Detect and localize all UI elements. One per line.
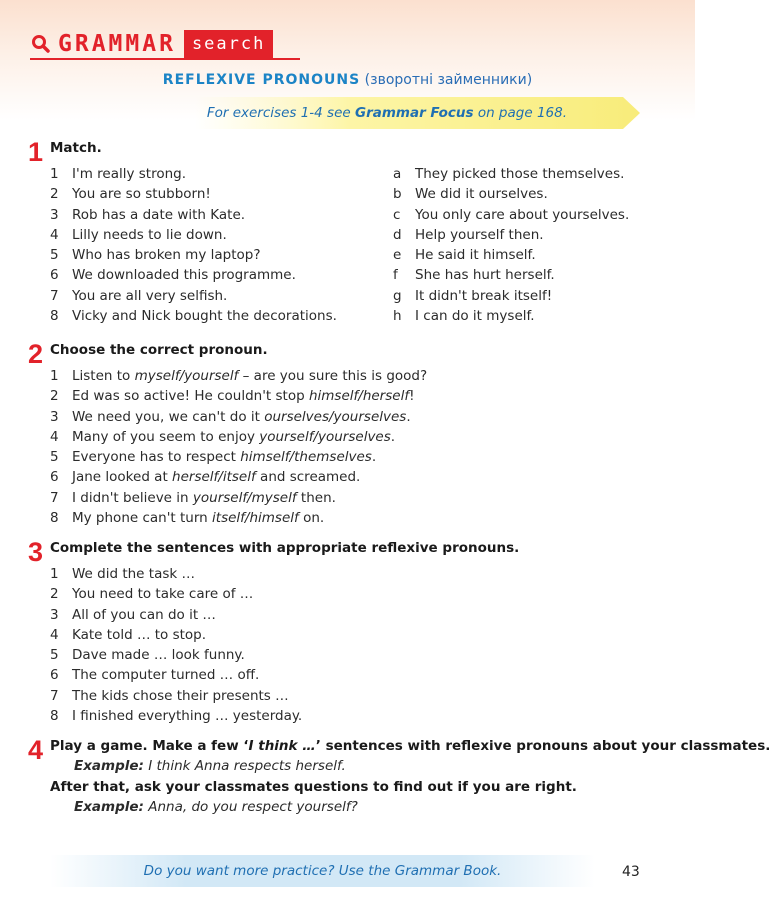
exercise-instruction-2: After that, ask your classmates questions to find out if you are right. [50,779,577,795]
item-text: I can do it myself. [415,308,535,325]
item-number: g [393,287,402,304]
list-item [393,245,629,265]
banner-bold: Grammar Focus [354,105,474,121]
list-item [50,225,337,245]
brand-underline [30,58,300,60]
list-item [393,306,629,326]
search-icon [30,32,54,56]
page-title [0,72,695,88]
list-item [50,366,427,386]
brand-grammar: GRAMMAR [58,31,176,57]
exercise-number: 3 [28,537,44,567]
item-text: You need to take care of … [72,586,254,603]
item-text: I finished everything … yesterday. [72,708,303,725]
item-number: 7 [50,687,59,704]
item-text: She has hurt herself. [415,267,555,284]
list-item [50,686,302,706]
item-number: 6 [50,469,59,486]
match-list-left [50,164,337,326]
list-item [393,225,629,245]
item-number: 4 [50,226,59,243]
list-item [50,184,337,204]
item-number: 4 [50,428,59,445]
item-text: Help yourself then. [415,226,544,243]
item-number: 6 [50,267,59,284]
list-item [50,427,427,447]
list-item [50,584,302,604]
item-number: 3 [50,408,59,425]
item-text: He said it himself. [415,247,536,264]
item-number: d [393,226,402,243]
exercise-title: Complete the sentences with appropriate reflexive pronouns. [50,540,520,556]
item-text: Everyone has to respect himself/themselves. [72,449,377,466]
item-number: c [393,206,401,223]
item-text: You are so stubborn! [72,186,211,203]
example-1: Example: I think Anna respects herself. [74,758,346,774]
list-item [50,625,302,645]
item-text: Kate told … to stop. [72,626,207,643]
item-number: 2 [50,586,59,603]
list-item [50,306,337,326]
item-text: My phone can't turn itself/himself on. [72,510,325,527]
exercise-number: 4 [28,735,44,765]
match-list-right [393,164,629,326]
item-text: They picked those themselves. [415,166,625,182]
list-item [50,447,427,467]
item-number: 3 [50,206,59,223]
list-item [50,386,427,406]
item-text: Rob has a date with Kate. [72,206,246,223]
item-text: Dave made … look funny. [72,647,245,664]
item-text: The computer turned … off. [72,667,260,684]
item-number: 1 [50,368,59,384]
item-number: a [393,166,402,182]
item-text: Lilly needs to lie down. [72,226,227,243]
list-item [50,286,337,306]
list-item [393,265,629,285]
page-number: 43 [622,864,640,880]
item-text: Many of you seem to enjoy yourself/yourselves. [72,428,396,445]
banner-text: For exercises 1-4 see Grammar Focus on page 168. [206,105,567,121]
exercise-title: Play a game. Make a few ‘I think …’ sentences with reflexive pronouns about your classmates. [50,738,770,754]
item-text: Vicky and Nick bought the decorations. [72,308,337,325]
item-number: 8 [50,308,59,325]
list-item [50,164,337,184]
item-text: It didn't break itself! [415,287,553,304]
item-number: 5 [50,247,59,264]
sentence-list [50,564,302,726]
item-number: 2 [50,388,59,405]
item-number: 3 [50,606,59,623]
list-item [50,265,337,285]
list-item [393,286,629,306]
item-text: I didn't believe in yourself/myself then. [72,489,336,506]
list-item [393,205,629,225]
grammar-search-logo [30,30,273,58]
item-number: 5 [50,647,59,664]
item-number: 1 [50,166,59,182]
item-number: 2 [50,186,59,203]
footer-text: Do you want more practice? Use the Grammar Book. [143,863,502,879]
item-text: We did it ourselves. [415,186,548,203]
item-text: Jane looked at herself/itself and screamed. [72,469,361,486]
exercise-title: Match. [50,140,102,156]
exercise-number: 2 [28,339,44,369]
item-text: The kids chose their presents … [72,687,289,704]
item-number: 7 [50,489,59,506]
item-number: e [393,247,402,264]
brand-search: search [184,30,273,58]
item-text: Listen to myself/yourself – are you sure this is good? [72,368,428,384]
item-number: 5 [50,449,59,466]
list-item [50,407,427,427]
title-main: REFLEXIVE PRONOUNS [162,72,361,88]
list-item [50,467,427,487]
item-text: We need you, we can't do it ourselves/yourselves. [72,408,411,425]
list-item [50,508,427,528]
list-item [50,706,302,726]
list-item [50,605,302,625]
list-item [393,184,629,204]
item-text: I'm really strong. [72,166,187,182]
grammar-focus-banner [195,97,640,129]
list-item [50,488,427,508]
list-item [50,665,302,685]
item-number: h [393,308,402,325]
item-text: We did the task … [72,566,195,582]
item-text: You are all very selfish. [72,287,228,304]
exercise-title: Choose the correct pronoun. [50,342,268,358]
title-translation: (зворотні займенники) [364,72,533,88]
choice-list [50,366,427,528]
item-text: We downloaded this programme. [72,267,296,284]
list-item [393,164,629,184]
item-number: 8 [50,510,59,527]
item-text: You only care about yourselves. [415,206,630,223]
item-text: All of you can do it … [72,606,216,623]
item-number: f [393,267,398,284]
item-number: 4 [50,626,59,643]
example-2: Example: Anna, do you respect yourself? [74,799,358,815]
item-number: 8 [50,708,59,725]
list-item [50,645,302,665]
list-item [50,564,302,584]
footer-banner [50,855,595,887]
list-item [50,245,337,265]
exercise-number: 1 [28,137,44,167]
item-number: b [393,186,402,203]
list-item [50,205,337,225]
item-number: 6 [50,667,59,684]
item-text: Ed was so active! He couldn't stop himself/herself! [72,388,415,405]
item-number: 7 [50,287,59,304]
item-number: 1 [50,566,59,582]
item-text: Who has broken my laptop? [72,247,261,264]
